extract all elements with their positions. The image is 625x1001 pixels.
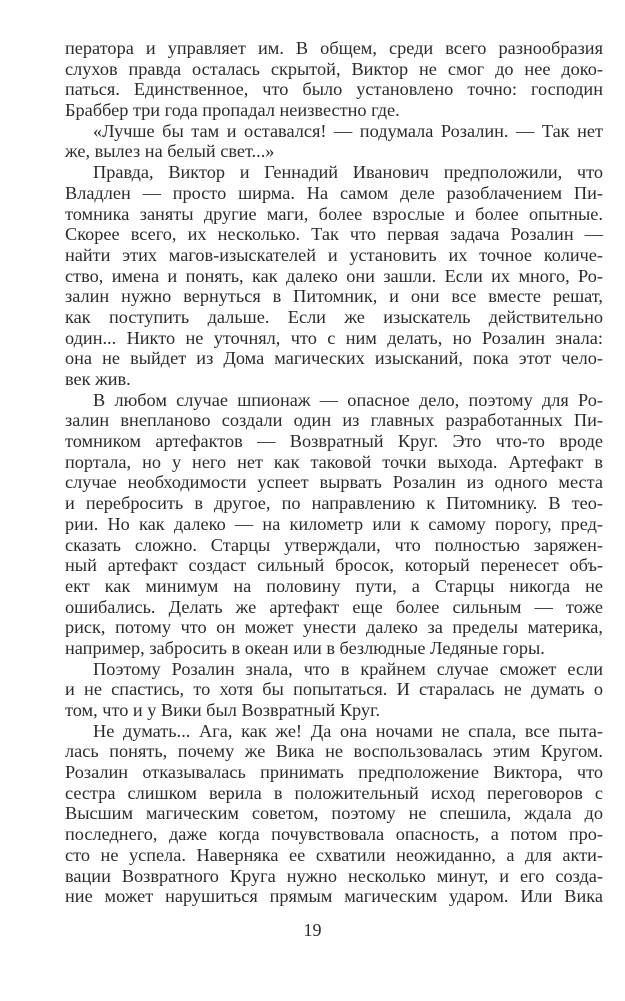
text-line: сестра слишком верила в положительный исход переговоров с [65, 782, 603, 803]
text-line: Высшим магическим советом, поэтому не спешила, ждала до [65, 803, 603, 824]
text-line: и не спастись, то хотя бы попытаться. И старалась не думать о [65, 679, 603, 700]
text-line: ператора и управляет им. В общем, среди всего разнообразия [65, 38, 603, 58]
text-line: ние может нарушиться прямым магическим ударом. Или Вика [65, 886, 603, 907]
page-number: 19 [303, 920, 322, 940]
text-line: Владлен — просто ширма. На самом деле разоблачением Пи- [65, 182, 603, 203]
paragraph [65, 38, 603, 121]
text-line: случае необходимости успеет вырвать Розалин из одного места [65, 472, 603, 493]
text-line: риск, потому что он может унести далеко за пределы материка, [65, 617, 603, 638]
text-line: слухов правда осталась скрытой, Виктор не смог до нее доко- [65, 58, 603, 79]
text-line: томником артефактов — Возвратный Круг. Это что-то вроде [65, 431, 603, 452]
paragraph [65, 390, 603, 659]
body-text [65, 38, 603, 907]
text-line: один... Никто не уточнял, что с ним делать, но Розалин знала: [65, 327, 603, 348]
text-line: В любом случае шпионаж — опасное дело, поэтому для Ро- [93, 389, 603, 410]
text-line: Правда, Виктор и Геннадий Иванович предположили, что [93, 162, 603, 183]
paragraph [65, 162, 603, 390]
paragraph [65, 659, 603, 721]
text-line: ошибались. Делать же артефакт еще более сильным — тоже [65, 596, 603, 617]
text-line: сто не успела. Наверняка ее схватили неожиданно, а для акти- [65, 844, 603, 865]
text-line: например, забросить в океан или в безлюдные Ледяные горы. [65, 637, 545, 658]
text-line: век жив. [65, 369, 131, 389]
text-line: Розалин отказывалась принимать предположение Виктора, что [65, 762, 603, 783]
text-line: последнего, даже когда почувствовала опасность, а потом про- [65, 824, 603, 845]
text-line: вации Возвратного Круга нужно несколько минут, и его созда- [65, 865, 603, 886]
text-line: томника заняты другие маги, более взрослые и более опытные. [65, 203, 603, 224]
text-line: как поступить дальше. Если же изыскатель действительно [65, 306, 603, 327]
text-line: ект как минимум на половину пути, а Старцы никогда не [65, 575, 603, 596]
text-line: Поэтому Розалин знала, что в крайнем случае сможет если [93, 658, 603, 679]
text-line: том, что и у Вики был Возвратный Круг. [65, 700, 381, 720]
text-line: Браббер три года пропадал неизвестно где. [65, 100, 400, 121]
text-line: «Лучше бы там и оставался! — подумала Розалин. — Так нет [93, 120, 603, 141]
text-line: залин внепланово создали один из главных разработанных Пи- [65, 410, 603, 431]
text-line: она не выйдет из Дома магических изысканий, пока этот чело- [65, 348, 603, 369]
text-line: сказать сложно. Старцы утверждали, что полностью заряжен- [65, 534, 603, 555]
text-line: рии. Но как далеко — на километр или к самому порогу, пред- [65, 513, 603, 534]
text-line: же, вылез на белый свет...» [65, 141, 275, 162]
text-line: лась понять, почему же Вика не воспользовалась этим Кругом. [65, 741, 603, 762]
text-line: паться. Единственное, что было установлено точно: господин [65, 79, 603, 100]
paragraph [65, 121, 603, 162]
text-line: ство, имена и понять, как далеко они зашли. Если их много, Ро- [65, 265, 603, 286]
text-line: найти этих магов-изыскателей и установить их точное количе- [65, 244, 603, 265]
text-line: Скорее всего, их несколько. Так что первая задача Розалин — [65, 224, 603, 245]
text-line: и перебросить в другое, по направлению к Питомнику. В тео- [65, 493, 603, 514]
paragraph [65, 721, 603, 907]
text-line: ный артефакт создаст сильный бросок, который перенесет объ- [65, 555, 603, 576]
text-line: залин нужно вернуться в Питомник, и они все вместе решат, [65, 286, 603, 307]
text-line: Не думать... Ага, как же! Да она ночами не спала, все пыта- [93, 720, 603, 741]
text-line: портала, но у него нет как таковой точки выхода. Артефакт в [65, 451, 603, 472]
